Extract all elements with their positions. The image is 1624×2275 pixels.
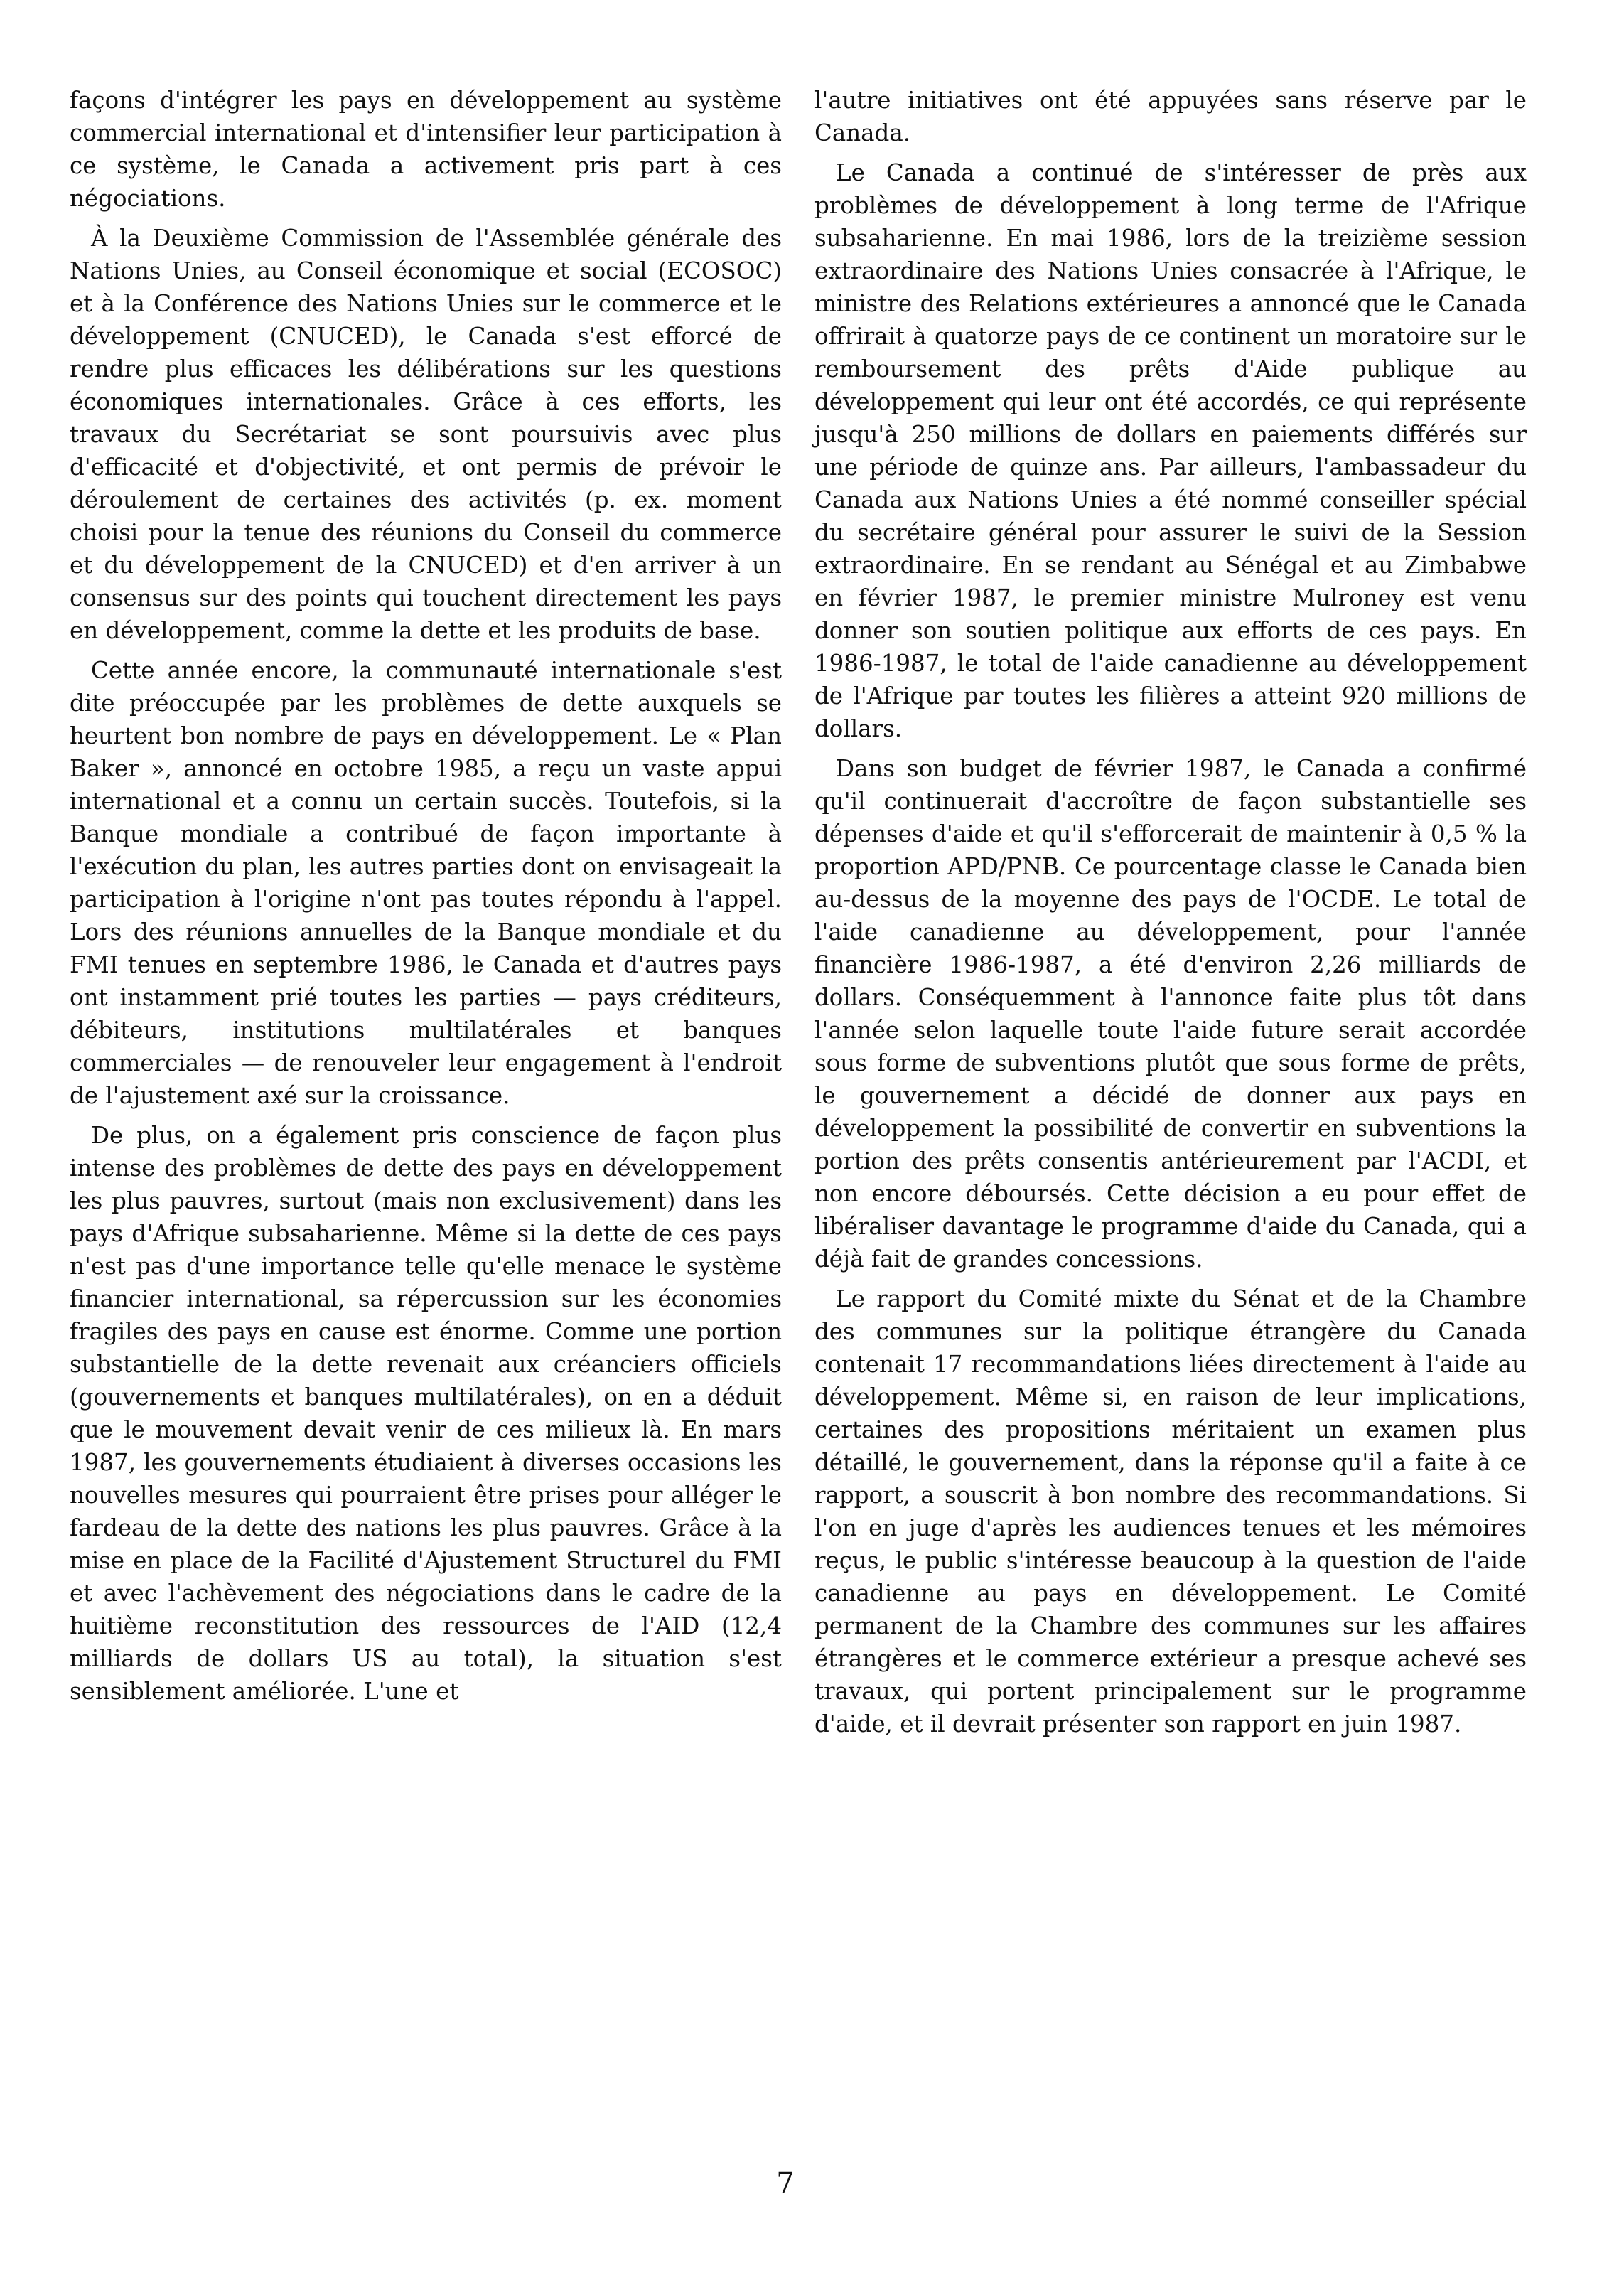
- paragraph: Le rapport du Comité mixte du Sénat et de la Chambre des communes sur la politique étrangère du Canada contenait 17 recommandations liées directement à l'aide au développement. Même si, en raison de leur implications, certaines des propositions méritaient un examen plus détaillé, le gouvernement, dans la réponse qu'il a faite à ce rapport, a souscrit à bon nombre des recommandations. Si l'on en juge d'après les audiences tenues et les mémoires reçus, le public s'intéresse beaucoup à la question de l'aide canadienne au pays en développement. Le Comité permanent de la Chambre des communes sur les affaires étrangères et le commerce extérieur a presque achevé ses travaux, qui portent principalement sur le programme d'aide, et il devrait présenter son rapport en juin 1987.: [814, 1285, 1527, 1738]
- right-column: [814, 84, 1527, 1747]
- paragraph: Le Canada a continué de s'intéresser de près aux problèmes de développement à long terme de l'Afrique subsaharienne. En mai 1986, lors de la treizième session extraordinaire des Nations Unies consacrée à l'Afrique, le ministre des Relations extérieures a annoncé que le Canada offrirait à quatorze pays de ce continent un moratoire sur le remboursement des prêts d'Aide publique au développement qui leur ont été accordés, ce qui représente jusqu'à 250 millions de dollars en paiements différés sur une période de quinze ans. Par ailleurs, l'ambassadeur du Canada aux Nations Unies a été nommé conseiller spécial du secrétaire général pour assurer le suivi de la Session extraordinaire. En se rendant au Sénégal et au Zimbabwe en février 1987, le premier ministre Mulroney est venu donner son soutien politique aux efforts de ces pays. En 1986-1987, le total de l'aide canadienne au développement de l'Afrique par toutes les filières a atteint 920 millions de dollars.: [814, 159, 1527, 742]
- paragraph: De plus, on a également pris conscience de façon plus intense des problèmes de dette des pays en développement les plus pauvres, surtout (mais non exclusivement) dans les pays d'Afrique subsaharienne. Même si la dette de ces pays n'est pas d'une importance telle qu'elle menace le système financier international, sa répercussion sur les économies fragiles des pays en cause est énorme. Comme une portion substantielle de la dette revenait aux créanciers officiels (gouvernements et banques multilatérales), on en a déduit que le mouvement devait venir de ces milieux là. En mars 1987, les gouvernements étudiaient à diverses occasions les nouvelles mesures qui pourraient être prises pour alléger le fardeau de la dette des nations les plus pauvres. Grâce à la mise en place de la Facilité d'Ajustement Structurel du FMI et avec l'achèvement des négociations dans le cadre de la huitième reconstitution des ressources de l'AID (12,4 milliards de dollars US au total), la situation s'est sensiblement améliorée. L'une et: [70, 1122, 782, 1705]
- left-column: [70, 84, 782, 1715]
- paragraph: façons d'intégrer les pays en développement au système commercial international et d'intensifier leur participation à ce système, le Canada a activement pris part à ces négociations.: [70, 87, 782, 212]
- paragraph: Cette année encore, la communauté internationale s'est dite préoccupée par les problèmes de dette auxquels se heurtent bon nombre de pays en développement. Le « Plan Baker », annoncé en octobre 1985, a reçu un vaste appui international et a connu un certain succès. Toutefois, si la Banque mondiale a contribué de façon importante à l'exécution du plan, les autres parties dont on envisageait la participation à l'origine n'ont pas toutes répondu à l'appel. Lors des réunions annuelles de la Banque mondiale et du FMI tenues en septembre 1986, le Canada et d'autres pays ont instamment prié toutes les parties — pays créditeurs, débiteurs, institutions multilatérales et banques commerciales — de renouveler leur engagement à l'endroit de l'ajustement axé sur la croissance.: [70, 657, 782, 1109]
- paragraph: Dans son budget de février 1987, le Canada a confirmé qu'il continuerait d'accroître de façon substantielle ses dépenses d'aide et qu'il s'efforcerait de maintenir à 0,5 % la proportion APD/PNB. Ce pourcentage classe le Canada bien au-dessus de la moyenne des pays de l'OCDE. Le total de l'aide canadienne au développement, pour l'année financière 1986-1987, a été d'environ 2,26 milliards de dollars. Conséquemment à l'annonce faite plus tôt dans l'année selon laquelle toute l'aide future serait accordée sous forme de subventions plutôt que sous forme de prêts, le gouvernement a décidé de donner aux pays en développement la possibilité de convertir en subventions la portion des prêts consentis antérieurement par l'ACDI, et non encore déboursés. Cette décision a eu pour effet de libéraliser davantage le programme d'aide du Canada, qui a déjà fait de grandes concessions.: [814, 755, 1527, 1273]
- paragraph: l'autre initiatives ont été appuyées sans réserve par le Canada.: [814, 87, 1527, 146]
- page-number: 7: [776, 2167, 795, 2200]
- paragraph: À la Deuxième Commission de l'Assemblée générale des Nations Unies, au Conseil économique et social (ECOSOC) et à la Conférence des Nations Unies sur le commerce et le développement (CNUCED), le Canada s'est efforcé de rendre plus efficaces les délibérations sur les questions économiques internationales. Grâce à ces efforts, les travaux du Secrétariat se sont poursuivis avec plus d'efficacité et d'objectivité, et ont permis de prévoir le déroulement de certaines des activités (p. ex. moment choisi pour la tenue des réunions du Conseil du commerce et du développement de la CNUCED) et d'en arriver à un consensus sur des points qui touchent directement les pays en développement, comme la dette et les produits de base.: [70, 225, 782, 644]
